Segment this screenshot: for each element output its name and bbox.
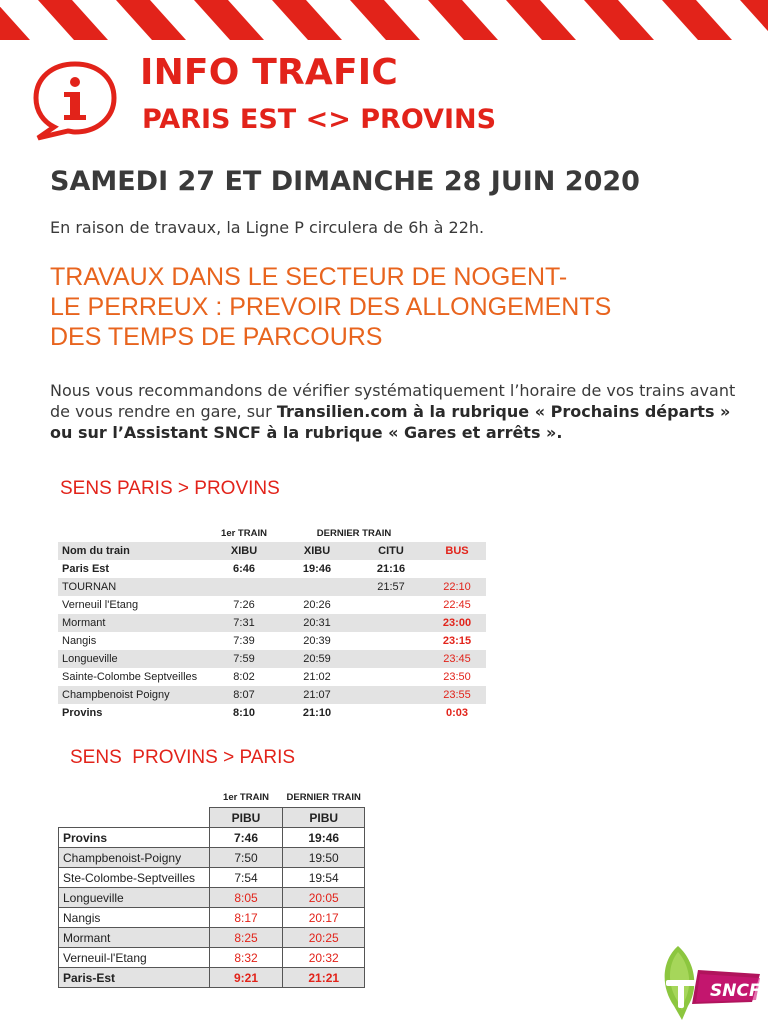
station-name: Provins [59, 828, 210, 848]
time-cell [354, 596, 428, 614]
time-cell: 7:50 [210, 848, 283, 868]
station-name: Sainte-Colombe Septveilles [62, 671, 198, 683]
time-cell: 0:03 [445, 707, 469, 719]
table-row [58, 668, 486, 686]
time-cell: 21:02 [303, 671, 331, 683]
table-row [58, 614, 486, 632]
station-name: Champbenoist Poigny [58, 686, 208, 704]
time-cell: 23:00 [428, 614, 486, 632]
time-cell [354, 614, 428, 632]
time-cell: 7:26 [233, 599, 255, 611]
time-cell: 6:46 [232, 563, 256, 575]
time-cell: 7:39 [233, 635, 255, 647]
station-name: Longueville [58, 650, 208, 668]
recommendation-part: Nous vous recommandons de vérifier systématiquement l’horaire de vos trains avant de vous rendre en gare, sur [50, 381, 736, 421]
group-first-train: 1er TRAIN [223, 792, 269, 803]
time-cell: 8:17 [210, 908, 283, 928]
info-bubble-icon [30, 60, 120, 142]
timetable-paris-provins [58, 524, 486, 722]
table-row [58, 686, 486, 704]
time-cell: 8:07 [208, 686, 280, 704]
station-name: Provins [62, 707, 103, 719]
warning-stripes [0, 0, 768, 40]
time-cell: 8:25 [210, 928, 283, 948]
time-cell: 19:46 [283, 828, 365, 848]
group-first-train: 1er TRAIN [221, 527, 267, 539]
table-row [59, 968, 365, 988]
table-column-header [58, 542, 486, 560]
time-cell [354, 668, 428, 686]
time-cell: 7:59 [208, 650, 280, 668]
station-name: Verneuil-l'Etang [59, 948, 210, 968]
table-row [58, 596, 486, 614]
time-cell: 8:10 [232, 707, 256, 719]
table-row [59, 928, 365, 948]
column-header: PIBU [283, 808, 365, 828]
station-name: Verneuil l'Etang [62, 599, 139, 611]
works-notice-line: LE PERREUX : PREVOIR DES ALLONGEMENTS [50, 293, 612, 321]
time-cell: 23:55 [428, 686, 486, 704]
time-cell: 23:15 [442, 635, 472, 647]
time-cell: 23:45 [428, 650, 486, 668]
station-name: Champbenoist-Poigny [59, 848, 210, 868]
table-row [58, 704, 486, 722]
timetable-provins-paris [58, 788, 365, 988]
table-row [59, 908, 365, 928]
station-name: TOURNAN [58, 578, 208, 596]
station-name: Mormant [59, 928, 210, 948]
time-cell: 20:31 [280, 614, 354, 632]
column-header: XIBU [208, 542, 280, 560]
column-header [59, 808, 210, 828]
time-cell: 19:54 [283, 868, 365, 888]
time-cell: 20:25 [283, 928, 365, 948]
section-title-provins-paris: SENS PROVINS > PARIS [70, 747, 296, 768]
time-cell: 21:57 [354, 578, 428, 596]
time-cell: 8:32 [210, 948, 283, 968]
column-header: PIBU [210, 808, 283, 828]
time-cell: 21:07 [280, 686, 354, 704]
table-group-header [58, 524, 486, 542]
station-name: Paris Est [62, 563, 110, 575]
time-cell [208, 578, 280, 596]
station-name: Ste-Colombe-Septveilles [59, 868, 210, 888]
recommendation-text [50, 380, 750, 443]
table-column-header [59, 808, 365, 828]
recommendation-bold: Transilien.com à la rubrique « Prochains départs » ou sur l’Assistant SNCF à la rubrique « Gares et arrêts ». [50, 402, 731, 442]
header-title: INFO TRAFIC [140, 52, 398, 93]
table-group-header [59, 788, 365, 808]
time-cell: 8:02 [233, 671, 255, 683]
time-cell: 7:46 [210, 828, 283, 848]
works-notice-line: DES TEMPS DE PARCOURS [50, 323, 383, 351]
time-cell: 20:05 [283, 888, 365, 908]
time-cell [354, 704, 428, 722]
table-row [58, 560, 486, 578]
group-last-train: DERNIER TRAIN [286, 792, 361, 803]
time-cell: 21:21 [283, 968, 365, 988]
time-cell [354, 650, 428, 668]
table-row [59, 868, 365, 888]
time-cell: 7:31 [208, 614, 280, 632]
table-row [58, 578, 486, 596]
sncf-wordmark: SNCF [710, 981, 761, 1001]
time-cell: 19:50 [283, 848, 365, 868]
station-name: Longueville [59, 888, 210, 908]
header-subtitle: PARIS EST <> PROVINS [142, 104, 497, 135]
transilien-sncf-logo [652, 940, 764, 1024]
time-cell [354, 686, 428, 704]
time-cell: 20:39 [303, 635, 331, 647]
time-cell: 20:32 [283, 948, 365, 968]
time-cell: 20:59 [280, 650, 354, 668]
time-cell: 22:45 [443, 599, 471, 611]
station-name: Paris-Est [59, 968, 210, 988]
works-notice [50, 262, 730, 352]
column-header: Nom du train [58, 542, 208, 560]
time-cell: 21:16 [376, 563, 406, 575]
section-title-paris-provins: SENS PARIS > PROVINS [60, 478, 280, 499]
table-row [59, 948, 365, 968]
column-header: XIBU [280, 542, 354, 560]
column-header: BUS [428, 542, 486, 560]
time-cell: 21:10 [302, 707, 332, 719]
time-cell: 19:46 [302, 563, 332, 575]
station-name: Mormant [58, 614, 208, 632]
table-row [59, 848, 365, 868]
time-cell [428, 560, 486, 578]
time-cell: 7:54 [210, 868, 283, 888]
time-cell: 20:26 [303, 599, 331, 611]
group-last-train: DERNIER TRAIN [316, 527, 392, 539]
station-name: Nangis [59, 908, 210, 928]
time-cell [354, 632, 428, 650]
intro-text: En raison de travaux, la Ligne P circulera de 6h à 22h. [50, 218, 485, 237]
time-cell: 23:50 [443, 671, 471, 683]
time-cell: 22:10 [428, 578, 486, 596]
date-heading: SAMEDI 27 ET DIMANCHE 28 JUIN 2020 [50, 166, 640, 197]
column-header: CITU [354, 542, 428, 560]
table-row [59, 888, 365, 908]
works-notice-line: TRAVAUX DANS LE SECTEUR DE NOGENT- [50, 263, 568, 291]
time-cell [280, 578, 354, 596]
time-cell: 9:21 [210, 968, 283, 988]
time-cell: 8:05 [210, 888, 283, 908]
station-name: Nangis [62, 635, 97, 647]
time-cell: 20:17 [283, 908, 365, 928]
table-row [58, 650, 486, 668]
table-row [59, 828, 365, 848]
table-row [58, 632, 486, 650]
